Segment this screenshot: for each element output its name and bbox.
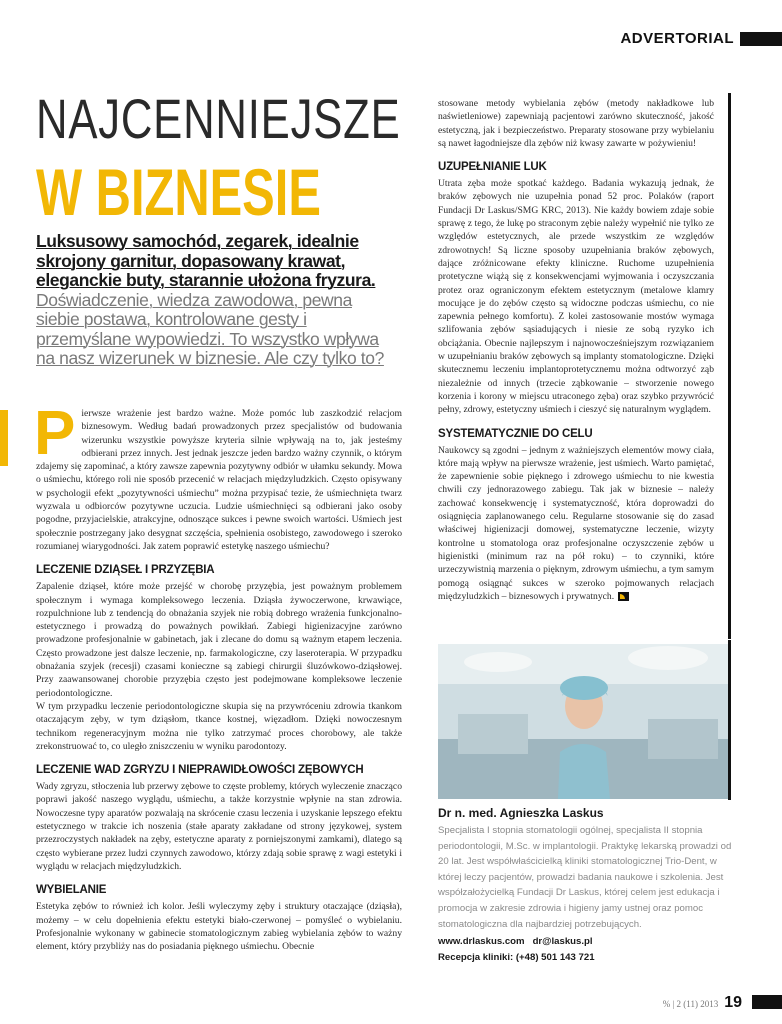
section-heading: UZUPEŁNIANIE LUK bbox=[438, 161, 547, 174]
title-line-1: NAJCENNIEJSZE bbox=[36, 87, 401, 150]
doctor-photo bbox=[438, 644, 728, 799]
footer-bar bbox=[752, 995, 782, 1009]
doctor-name: Dr n. med. Agnieszka Laskus bbox=[438, 806, 604, 820]
paragraph: Estetyka zębów to również ich kolor. Jeśli wyleczymy zęby i struktury otaczające (dziąsła), możemy – w celu dopełnienia efektu estetyki biało-czerwonej – pomyśleć o wybielaniu. Profesjonalnie wykonany w gabinecie stomatologicznym zabieg wybielania zębów to ważny element, który przybliży nas do posiadania pięknego uśmiechu. Obecnie bbox=[36, 901, 402, 953]
section-heading: LECZENIE DZIĄSEŁ I PRZYZĘBIA bbox=[36, 564, 215, 577]
section-heading: WYBIELANIE bbox=[36, 884, 107, 897]
lead-paragraph bbox=[36, 232, 398, 369]
email-link[interactable]: dr@laskus.pl bbox=[532, 936, 593, 947]
page-number: 19 bbox=[724, 994, 742, 1011]
end-mark-icon bbox=[618, 592, 629, 601]
column-rule bbox=[728, 93, 731, 639]
title-line-2: W BIZNESIE bbox=[36, 155, 321, 229]
accent-strip bbox=[0, 410, 8, 466]
intro-text: ierwsze wrażenie jest bardzo ważne. Może pomóc lub zaszkodzić relacjom biznesowym. Według badań prowadzonych przez specjalistów od budowania wizerunku wszystkie powyższe kryteria silnie wpływają na to, jak jesteśmy odbierani przez innych. Jest jednak jeszcze jeden bardzo ważny czynnik, o którym zdajemy się zapominać, a który zawsze zapewnia pozytywny odbiór w ułamku sekundy. Mowa o uśmiechu, którego roli nie sposób przecenić w relacjach międzyludzkich. Często opisywany w psychologii efekt „pozytywności uśmiechu” można przypisać tezie, że uśmiechnięta twarz wyzwala u odbiorców pozytywne uczucia. Ludzie uśmiechnięci są odbierani jako osoby pogodne, przyjacielskie, atrakcyjne, odnoszące sukces i pewne swoich wartości. Uśmiech jest społecznie postrzegany jako desygnat szczęścia, spełnienia osobistego, zawodowego i szeroko rozumianej wiarygodności. Jak zatem poprawić estetykę naszego uśmiechu? bbox=[36, 408, 402, 552]
paragraph: Wady zgryzu, stłoczenia lub przerwy zębowe to częste problemy, których wyleczenie znacząco poprawi jakość naszego wyglądu, uśmiechu, a także korzystnie wpłynie na stan zdrowia. Nowoczesne typy aparatów pozwalają na skrócenie czasu leczenia i uzyskanie lepszego efektu estetycznego w trakcie ich noszenia (stałe aparaty zakładane od strony językowej, system przezroczystych nakładek na zęby, estetyczne aparaty z porniejszonymi zamkami), dlatego są często wybierane przez ludzi czynnych zawodowo, którzy zdają sobie sprawę z wagi estetyki i wyglądu w relacjach międzyludzkich. bbox=[36, 781, 402, 872]
article-right-column bbox=[438, 97, 714, 603]
paragraph-text: Naukowcy są zgodni – jednym z ważniejszych elementów mowy ciała, które mają wpływ na pierwsze wrażenie, jest uśmiech. Warto pamiętać, że zapewnienie sobie pięknego i zdrowego uśmiechu to nie kwestia chwili czy jednorazowego zabiegu. Tak jak w biznesie – należy zachować konsekwencję i systematyczność, która doprowadzi do osiągnięcia zaplanowanego celu. Regularne stosowanie się do zasad właściwej higienizacji domowej, systematyczne leczenie, wizyty kontrolne u stomatologa oraz profesjonalne oczyszczenie zębów u higienistki (minimum raz na pół roku) – to czynniki, które urzeczywistnią marzenia o pięknym, zdrowym uśmiechu, a tym samym pomogą osiągnąć sukces w szeroko pojmowanych relacjach międzyludzkich – biznesowych i prywatnych. bbox=[438, 444, 714, 602]
dropcap: P bbox=[34, 399, 76, 468]
website-link[interactable]: www.drlaskus.com bbox=[438, 936, 525, 947]
paragraph: Utrata zęba może spotkać każdego. Badania wykazują jednak, że braków zębowych nie uzupełnia ponad 52 proc. Polaków (raport Fundacji Dr Laskus/SMG KRC, 2013). Nie każdy bowiem zdaje sobie sprawę z tego, że lukę po straconym zębie należy wypełnić nie tylko ze względów estetycznych, ale przede wszystkim ze względów zdrowotnych! Są liczne sposoby uzupełniania braków zębowych, dające zróżnicowane efekty kliniczne. Ruchome uzupełnienia protetyczne wiążą się z konsekwencjami wyjmowania i oczyszczania protez oraz ograniczonym efektem estetycznym (metalowe klamry mocujące je do zębów często są widoczne podczas uśmiechu, co nie zapewnia pełnego komfortu). Z kolei zastosowanie mostów wymaga szlifowania zębów sąsiadujących i niesie ze sobą ryzyko ich obciążania. Obecnie najlepszym i najnowocześniejszym rozwiązaniem w uzupełnianiu braków zębowych są implanty stomatologiczne. Dzięki skutecznemu leczeniu implantoprotetycznemu można odtworzyć ząb niezależnie od innych (trzecie ząbkowanie – stworzenie nowego korzenia i korony w miejscu utraconego zęba) oraz szybko przywrócić pełny, zdrowy, estetyczny uśmiech i cieszyć się naturalnym wyglądem. bbox=[438, 178, 714, 416]
article-left-column bbox=[34, 399, 402, 953]
paragraph: W tym przypadku leczenie periodontologiczne skupia się na przywróceniu zdrowia tkankom otaczającym zęby, w tym dziąsłom, tkance kostnej, więzadłom. Dzięki nowoczesnym technikom regeneracyjnym można nie tylko zatrzymać proces chorobowy, ale także zrekonstruować to, co uległo zniszczeniu w wyniku parodontozy. bbox=[36, 700, 402, 752]
section-heading: SYSTEMATYCZNIE DO CELU bbox=[438, 427, 593, 440]
section-heading: LECZENIE WAD ZGRYZU I NIEPRAWIDŁOWOŚCI ZĘBOWYCH bbox=[36, 764, 364, 777]
advertorial-label: ADVERTORIAL bbox=[620, 30, 734, 47]
issue-info: % | 2 (11) 2013 bbox=[662, 999, 719, 1009]
intro-paragraph bbox=[34, 399, 402, 553]
paragraph: Zapalenie dziąseł, które może przejść w chorobę przyzębia, jest poważnym problemem społecznym i wymaga kompleksowego leczenia. Dziąsła żywoczerwone, krwawiące, rozpulchnione lub z tendencją do obnażania szyjek nie robią dobrego wrażenia funkcjonalno-estetycznego i prowadzą do poważnych powikłań. Zabiegi higienizacyjne zarówno prowadzone profesjonalnie w gabinetach, jak i zlecane do domu są ważnym etapem leczenia. Często prowadzone jest dalsze leczenie, np. farmakologiczne, czy laseroterapia. W przypadku obnażania szyjek (recesji) czasami konieczne są zabiegi chirurgii śluzówkowo-dziąsłowej. Przy zaawansowanej chorobie przyzębia często jest podejmowane kompleksowe leczenie periodontologiczne. bbox=[36, 581, 402, 699]
header-bar bbox=[740, 32, 782, 46]
doctor-photo-illustration bbox=[438, 644, 728, 799]
doctor-bio: Specjalista I stopnia stomatologii ogólnej, specjalista II stopnia periodontologii, M.Sc. w implantologii. Praktykę lekarską prowadzi od 20 lat. Jest współwłaścicielką kliniki stomatologicznej Trio-Dent, w której leczy pacjentów, prowadzi badania naukowe i szkolenia. Jest współzałożycielką Fundacji Dr Laskus, której celem jest edukacja i promocja w zakresie zdrowia i higieny jamy ustnej oraz pomoc stomatologiczna dla najbardziej potrzebujących. bbox=[438, 825, 732, 930]
column-rule bbox=[728, 640, 731, 800]
lead-light: Doświadczenie, wiedza zawodowa, pewna siebie postawa, kontrolowane gesty i przemyślane wypowiedzi. To wszystko wpływa na nasz wizerunek w biznesie. Ale czy tylko to? bbox=[36, 289, 384, 368]
paragraph: stosowane metody wybielania zębów (metody nakładkowe lub naświetleniowe) zapewniają pacjentowi zarówno skuteczność, jakość estetyczną, jak i bezpieczeństwo. Preparaty stosowane przy wybielaniu są nawet łagodniejsze dla zębów niż kwasy zawarte w pożywieniu! bbox=[438, 98, 714, 149]
lead-bold: Luksusowy samochód, zegarek, idealnie skrojony garnitur, dopasowany krawat, eleganckie buty, starannie ułożona fryzura. bbox=[36, 231, 376, 290]
page-footer bbox=[663, 994, 742, 1012]
phone-number: Recepcja kliniki: (+48) 501 143 721 bbox=[438, 951, 595, 963]
contact-block bbox=[438, 934, 595, 965]
paragraph bbox=[438, 444, 714, 604]
